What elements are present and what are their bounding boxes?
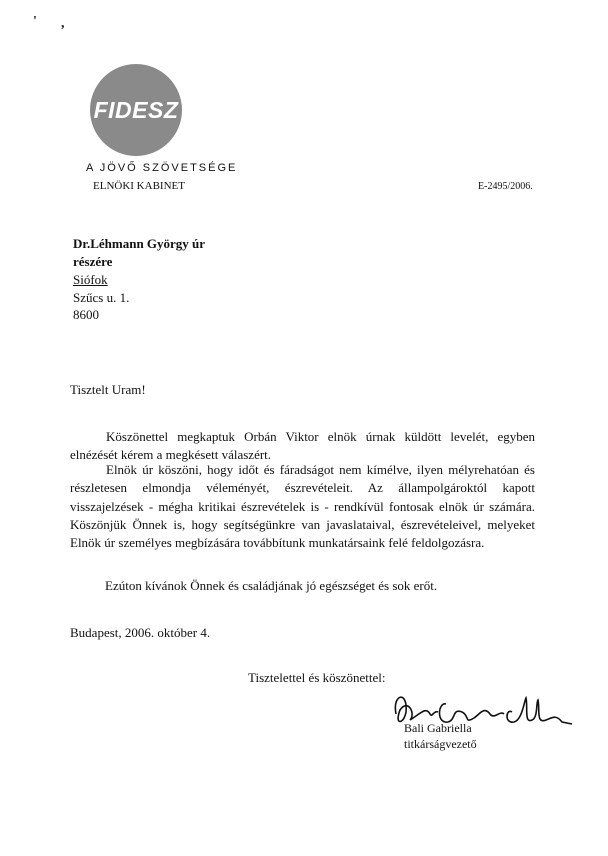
logo-text: FIDESZ [93, 96, 179, 123]
reference-number: E-2495/2006. [478, 181, 533, 192]
recipient-street: Szűcs u. 1. [73, 290, 130, 305]
recipient-name: Dr.Léhmann György úr [73, 236, 206, 251]
signer-name: Bali Gabriella [404, 721, 472, 735]
fidesz-logo [90, 64, 182, 156]
recipient-zip: 8600 [73, 307, 99, 322]
salutation: Tisztelt Uram! [70, 382, 146, 397]
scan-mark: , [61, 16, 65, 31]
recipient-city: Siófok [73, 272, 108, 287]
regards: Tisztelettel és köszönettel: [248, 670, 386, 685]
dateline: Budapest, 2006. október 4. [70, 625, 211, 640]
body-paragraph: Elnök úr köszöni, hogy időt és fáradságot nem kímélve, ilyen mélyrehatóan és részletesen elmondja véleményét, észrevételeit. Az állampolgároktól kapott visszajelzések - mégha kritikai észrevételek is - rendkívül fontosak elnök úr számára. Köszönjük Önnek is, hogy segítségünkre van javaslataival, észrevételeivel, melyeket Elnök úr személyes megbízására továbbítunk munkatársaink felé feldolgozásra. [70, 462, 535, 551]
closing-wish: Ezúton kívánok Önnek és családjának jó egészséget és sok erőt. [105, 578, 438, 593]
recipient-attention: részére [73, 254, 113, 269]
scan-mark: ' [33, 14, 37, 29]
body-paragraph: Köszönettel megkaptuk Orbán Viktor elnök úrnak küldött levelét, egyben elnézését kérem a megkésett válaszért. [70, 429, 535, 463]
signer-title: titkárságvezető [404, 737, 477, 751]
organization-unit: ELNÖKI KABINET [93, 180, 185, 192]
organization-name: A JÖVŐ SZÖVETSÉGE [86, 162, 238, 174]
